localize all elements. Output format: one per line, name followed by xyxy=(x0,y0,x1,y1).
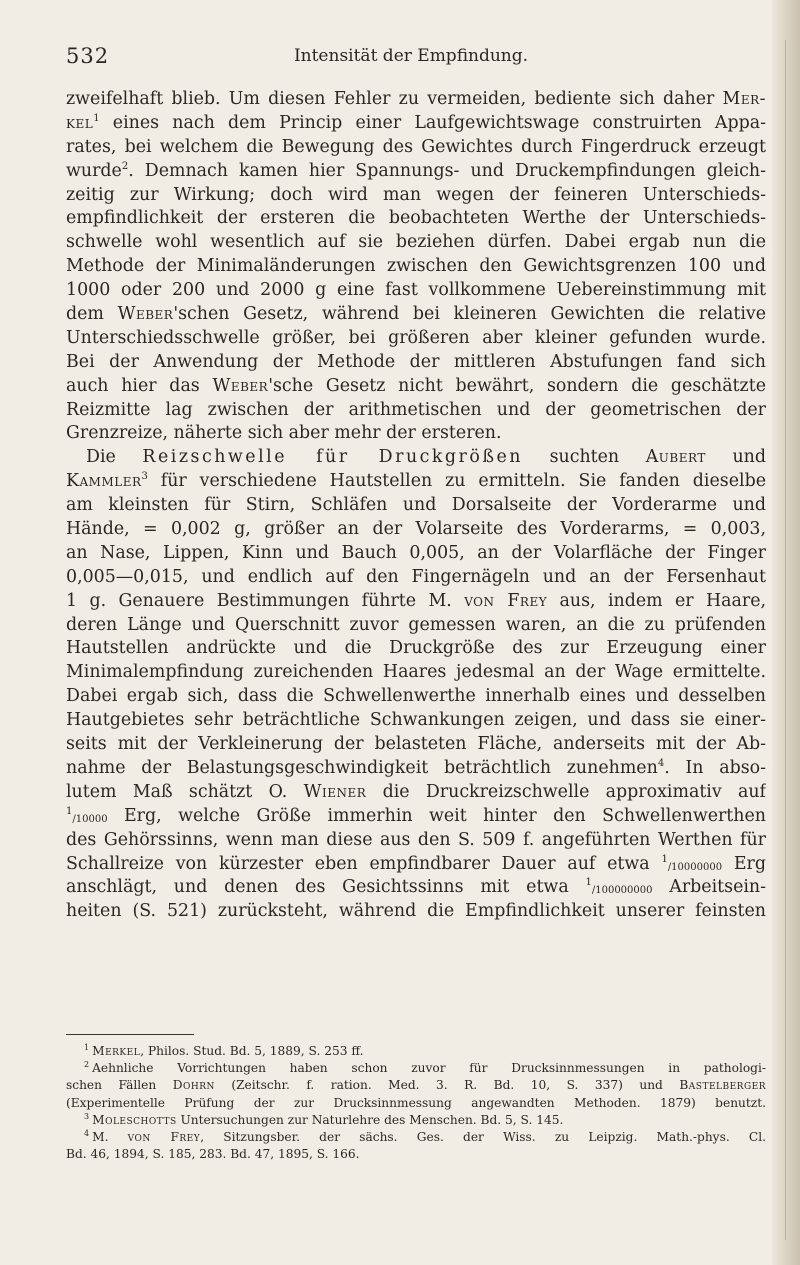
text-line: kel$^1$ eines nach dem Princip einer Laufgewichtswage construirten Appa- xyxy=(66,112,766,133)
text-line: des Gehörssinns, wenn man diese aus den S. 509 f. angeführten Werthen für xyxy=(66,829,766,850)
text-line: Die Reizschwelle für Druckgrößen suchten Aubert und xyxy=(86,447,766,468)
footnote-divider xyxy=(66,1034,194,1035)
text-line: Methode der Minimaländerungen zwischen den Gewichtsgrenzen 100 und xyxy=(66,256,766,277)
text-line: Hautstellen andrückte und die Druckgröße des zur Erzeugung einer xyxy=(66,638,766,659)
text-line: dem Weber'schen Gesetz, während bei kleineren Gewichten die relative xyxy=(66,304,766,325)
footnote-ref: 2 xyxy=(121,160,129,172)
text-line: heiten (S. 521) zurücksteht, während die Empfindlichkeit unserer feinsten xyxy=(66,901,766,922)
text-line: $^1$/10000 Erg, welche Größe immerhin weit hinter den Schwellenwerthen xyxy=(66,805,766,826)
footnote-2-cont: schen Fällen Dohrn (Zeitschr. f. ration. Med. 3. R. Bd. 10, S. 337) und Bastelberger xyxy=(66,1078,766,1093)
text-line: lutem Maß schätzt O. Wiener die Druckreizschwelle approximativ auf xyxy=(66,781,766,802)
page-edge-line xyxy=(785,40,786,1240)
text-line: schwelle wohl wesentlich auf sie beziehen dürfen. Dabei ergab nun die xyxy=(66,232,766,253)
text-line: Bei der Anwendung der Methode der mittleren Abstufungen fand sich xyxy=(66,351,766,372)
footnote-4-cont: Bd. 46, 1894, S. 185, 283. Bd. 47, 1895, S. 166. xyxy=(66,1147,360,1162)
footnote-ref: 4 xyxy=(657,757,665,769)
body-text xyxy=(66,88,766,924)
page-edge xyxy=(772,0,800,1265)
text-line: Grenzreize, näherte sich aber mehr der ersteren. xyxy=(66,423,502,444)
page-header xyxy=(66,44,756,72)
text-line: Dabei ergab sich, dass die Schwellenwerthe innerhalb eines und desselben xyxy=(66,686,766,707)
text-line: zweifelhaft blieb. Um diesen Fehler zu vermeiden, bediente sich daher Mer- xyxy=(66,89,766,109)
text-line: Minimalempfindung zureichenden Haares jedesmal an der Wage ermittelte. xyxy=(66,662,766,683)
footnote-2-cont: (Experimentelle Prüfung der zur Drucksinnmessung angewandten Methoden. 1879) benutzt. xyxy=(66,1095,766,1110)
text-line: empfindlichkeit der ersteren die beobachteten Werthe der Unterschieds- xyxy=(66,208,766,229)
text-line: rates, bei welchem die Bewegung des Gewichtes durch Fingerdruck erzeugt xyxy=(66,136,766,157)
text-line: 1 g. Genauere Bestimmungen führte M. von Frey aus, indem er Haare, xyxy=(66,590,766,611)
footnote-3: $^3$ Moleschotts Untersuchungen zur Naturlehre des Menschen. Bd. 5, S. 145. xyxy=(84,1111,564,1127)
text-line: Reizmitte lag zwischen der arithmetischen und der geometrischen der xyxy=(66,399,766,420)
footnote-4: $^4$ M. von Frey, Sitzungsber. der sächs. Ges. der Wiss. zu Leipzig. Math.-phys. Cl. xyxy=(84,1128,766,1144)
text-line: deren Länge und Querschnitt zuvor gemessen waren, an die zu prüfenden xyxy=(66,614,766,635)
text-line: am kleinsten für Stirn, Schläfen und Dorsalseite der Vorderarme und xyxy=(66,495,766,516)
text-line: wurde$^2$. Demnach kamen hier Spannungs- und Druckempfindungen gleich- xyxy=(66,160,766,181)
text-line: Hände, = 0,002 g, größer an der Volarseite des Vorderarms, = 0,003, xyxy=(66,519,766,540)
text-line: 1000 oder 200 und 2000 g eine fast vollkommene Uebereinstimmung mit xyxy=(66,280,766,301)
text-line: an Nase, Lippen, Kinn und Bauch 0,005, an der Volarfläche der Finger xyxy=(66,542,766,563)
footnote-ref: 1 xyxy=(93,112,100,124)
footnotes xyxy=(66,1043,766,1163)
page-number: 532 xyxy=(66,44,110,68)
text-line: Hautgebietes sehr beträchtliche Schwankungen zeigen, und dass sie einer- xyxy=(66,710,766,731)
text-line: seits mit der Verkleinerung der belasteten Fläche, anderseits mit der Ab- xyxy=(66,734,766,755)
footnote-2: $^2$ Aehnliche Vorrichtungen haben schon zuvor für Drucksinnmessungen in pathologi- xyxy=(84,1060,766,1076)
text-line: Kammler$^3$ für verschiedene Hautstellen zu ermitteln. Sie fanden dieselbe xyxy=(66,471,766,492)
text-line: Schallreize von kürzester eben empfindbarer Dauer auf etwa $^1$/10000000 Erg xyxy=(66,853,766,874)
text-line: nahme der Belastungsgeschwindigkeit beträchtlich zunehmen$^4$. In abso- xyxy=(66,757,766,778)
text-line: anschlägt, und denen des Gesichtssinns mit etwa $^1$/100000000 Arbeitsein- xyxy=(66,877,766,898)
text-line: auch hier das Weber'sche Gesetz nicht bewährt, sondern die geschätzte xyxy=(66,375,766,396)
running-title: Intensität der Empfindung. xyxy=(293,46,529,66)
text-line: 0,005—0,015, und endlich auf den Fingernägeln und an der Fersenhaut xyxy=(66,566,766,587)
footnote-1: $^1$ Merkel, Philos. Stud. Bd. 5, 1889, S. 253 ff. xyxy=(84,1043,364,1058)
text-line: zeitig zur Wirkung; doch wird man wegen der feineren Unterschieds- xyxy=(66,184,766,205)
text-line: Unterschiedsschwelle größer, bei größeren aber kleiner gefunden wurde. xyxy=(66,327,766,348)
footnote-ref: 3 xyxy=(141,471,148,483)
